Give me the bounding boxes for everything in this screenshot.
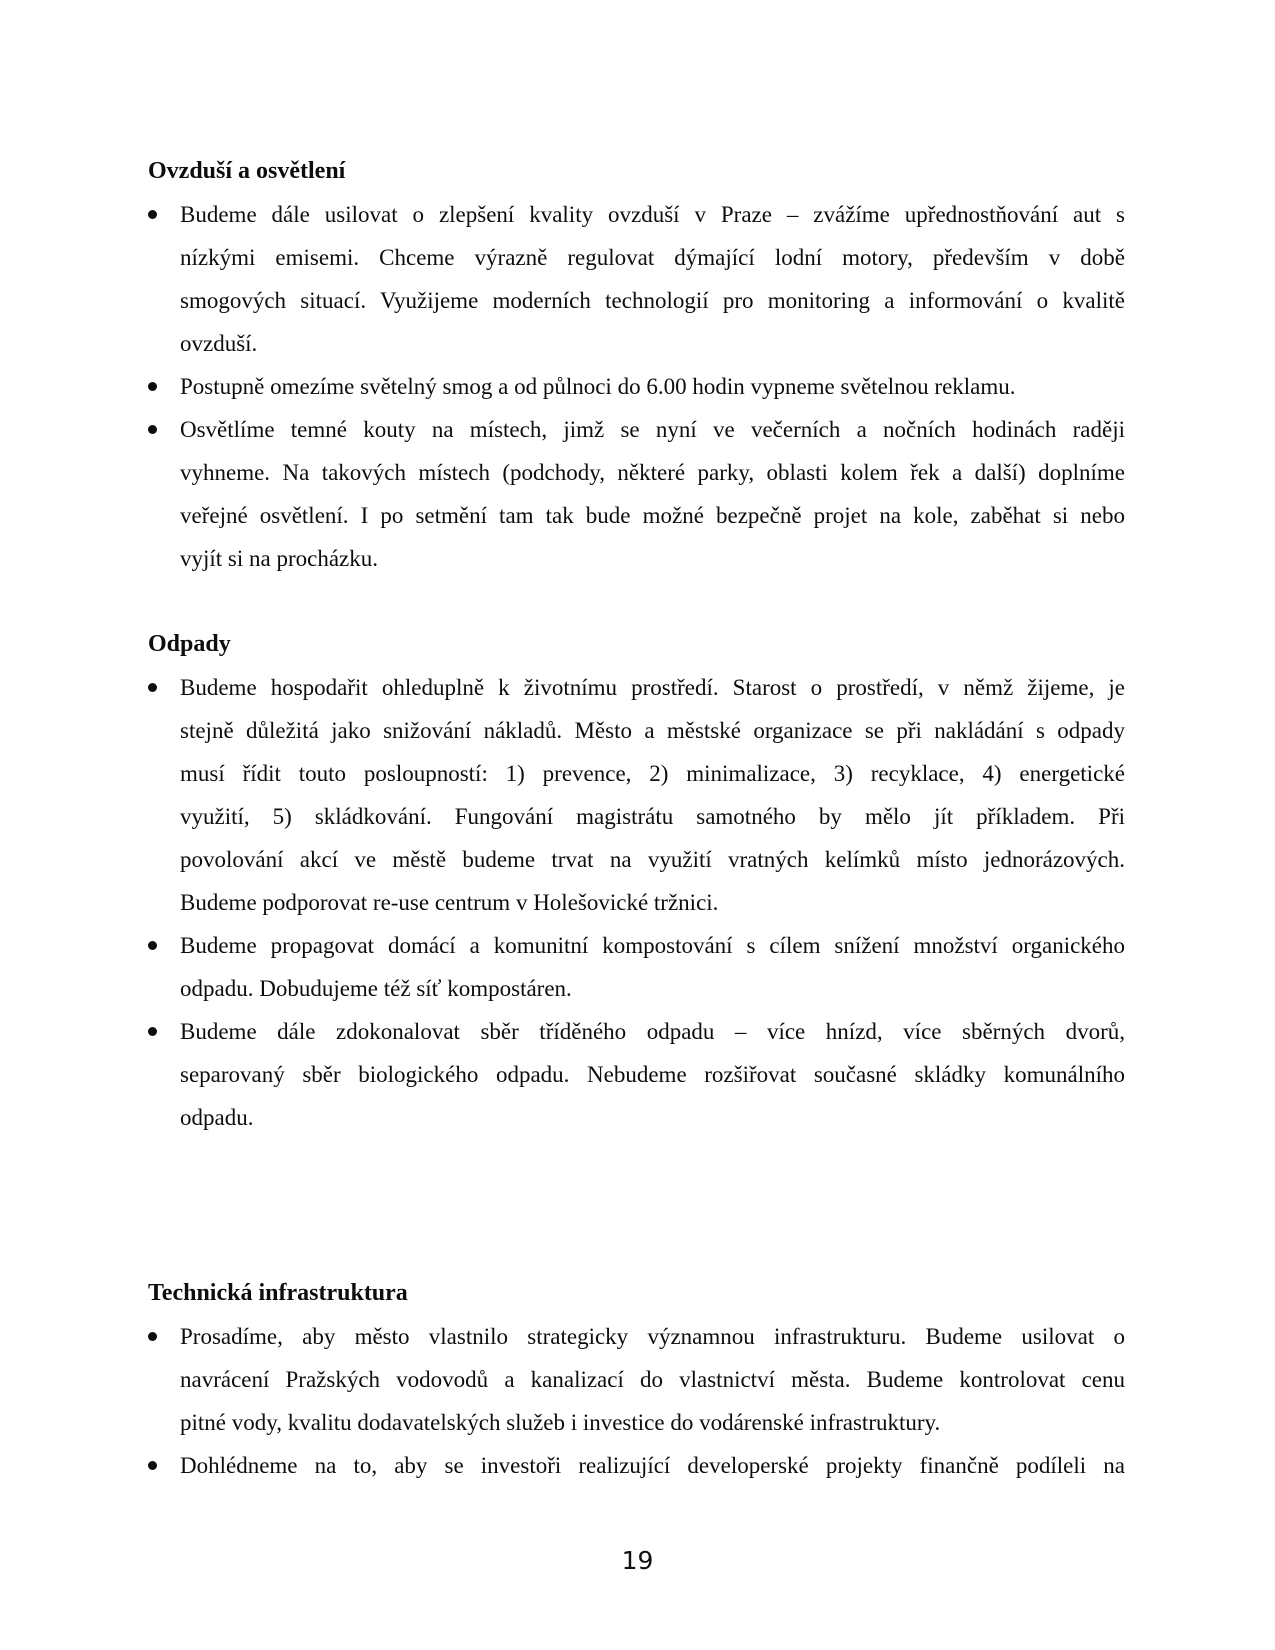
list-item	[180, 408, 1125, 580]
text-line: Prosadíme, aby město vlastnilo strategicky významnou infrastrukturu. Budeme usilovat o	[180, 1324, 1125, 1349]
text-line: Osvětlíme temné kouty na místech, jimž se nyní ve večerních a nočních hodinách raději	[180, 417, 1125, 442]
bullet-marker	[148, 1332, 157, 1341]
text-line: Budeme hospodařit ohleduplně k životnímu prostředí. Starost o prostředí, v němž žijeme, je	[180, 675, 1125, 700]
document-content	[148, 150, 1125, 1487]
text-line: Budeme dále usilovat o zlepšení kvality ovzduší v Praze – zvážíme upřednostňování aut s	[180, 202, 1125, 227]
text-line: Budeme podporovat re-use centrum v Holešovické tržnici.	[180, 890, 719, 915]
list-item	[180, 924, 1125, 1010]
section-technical-infrastructure	[148, 1272, 1125, 1487]
text-line: odpadu.	[180, 1105, 254, 1130]
text-line: odpadu. Dobudujeme též síť kompostáren.	[180, 976, 572, 1001]
text-line: vyhneme. Na takových místech (podchody, některé parky, oblasti kolem řek a další) doplníme	[180, 460, 1125, 485]
text-line: ovzduší.	[180, 331, 258, 356]
section-air-and-lighting	[148, 150, 1125, 580]
text-line: nízkými emisemi. Chceme výrazně regulovat dýmající lodní motory, především v době	[180, 245, 1125, 270]
list-item	[180, 365, 1125, 408]
bullet-marker	[148, 210, 157, 219]
bullet-marker	[148, 683, 157, 692]
list-item	[180, 666, 1125, 924]
bullet-marker	[148, 1461, 157, 1470]
text-line: stejně důležitá jako snižování nákladů. Město a městské organizace se při nakládání s odpady	[180, 718, 1125, 743]
list-item	[180, 193, 1125, 365]
text-line: separovaný sběr biologického odpadu. Nebudeme rozšiřovat současné skládky komunálního	[180, 1062, 1125, 1087]
section-waste	[148, 623, 1125, 1139]
bullet-marker	[148, 425, 157, 434]
bullet-marker	[148, 382, 157, 391]
text-line: veřejné osvětlení. I po setmění tam tak bude možné bezpečně projet na kole, zaběhat si nebo	[180, 503, 1125, 528]
text-line: povolování akcí ve městě budeme trvat na využití vratných kelímků místo jednorázových.	[180, 847, 1125, 872]
text-line: smogových situací. Využijeme moderních technologií pro monitoring a informování o kvalitě	[180, 288, 1125, 313]
bullet-marker	[148, 941, 157, 950]
list-item	[180, 1315, 1125, 1444]
list-item	[180, 1444, 1125, 1487]
section-heading: Odpady	[148, 631, 231, 657]
bullet-marker	[148, 1027, 157, 1036]
text-line: Budeme propagovat domácí a komunitní kompostování s cílem snížení množství organického	[180, 933, 1125, 958]
text-line: musí řídit touto posloupností: 1) prevence, 2) minimalizace, 3) recyklace, 4) energetické	[180, 761, 1125, 786]
text-line: Budeme dále zdokonalovat sběr tříděného odpadu – více hnízd, více sběrných dvorů,	[180, 1019, 1125, 1044]
section-heading: Technická infrastruktura	[148, 1280, 408, 1306]
page-number: 19	[621, 1546, 654, 1575]
section-heading: Ovzduší a osvětlení	[148, 158, 346, 184]
text-line: vyjít si na procházku.	[180, 546, 379, 571]
text-line: pitné vody, kvalitu dodavatelských služeb i investice do vodárenské infrastruktury.	[180, 1410, 941, 1435]
text-line: Dohlédneme na to, aby se investoři realizující developerské projekty finančně podíleli na	[180, 1453, 1125, 1478]
text-line: navrácení Pražských vodovodů a kanalizací do vlastnictví města. Budeme kontrolovat cenu	[180, 1367, 1125, 1392]
list-item	[180, 1010, 1125, 1139]
text-line: využití, 5) skládkování. Fungování magistrátu samotného by mělo jít příkladem. Při	[180, 804, 1125, 829]
text-line: Postupně omezíme světelný smog a od půlnoci do 6.00 hodin vypneme světelnou reklamu.	[180, 374, 1016, 399]
